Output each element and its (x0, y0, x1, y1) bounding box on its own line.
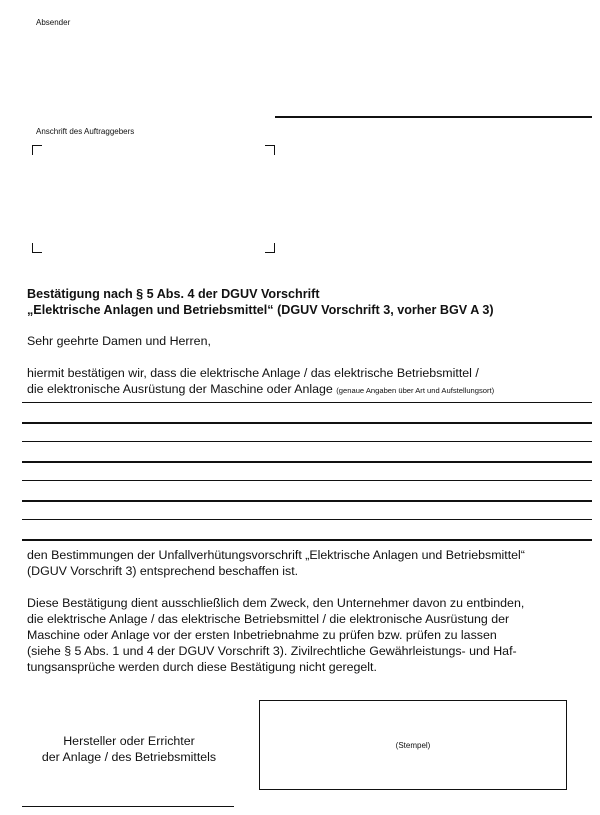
intro-line-2 (27, 381, 494, 399)
intro-line-1: hiermit bestätigen wir, dass die elektrische Anlage / das elektrische Betriebsmittel / (27, 366, 479, 380)
corner-mark-bottom-right (265, 243, 275, 253)
statement-line-2: (DGUV Vorschrift 3) entsprechend beschaffen ist. (27, 564, 299, 578)
stamp-box[interactable] (259, 700, 567, 790)
signature-caption-line-1: Hersteller oder Errichter (63, 734, 195, 748)
fill-line-7[interactable] (22, 519, 592, 520)
fill-line-2[interactable] (22, 422, 592, 424)
fill-line-8[interactable] (22, 539, 592, 541)
corner-mark-top-right (265, 145, 275, 155)
sender-label: Absender (36, 18, 71, 27)
purpose-line-3: Maschine oder Anlage vor der ersten Inbetriebnahme zu prüfen bzw. prüfen zu lassen (27, 628, 497, 642)
purpose-line-1: Diese Bestätigung dient ausschließlich dem Zweck, den Unternehmer davon zu entbinden, (27, 596, 525, 610)
salutation: Sehr geehrte Damen und Herren, (27, 334, 211, 348)
purpose-line-4: (siehe § 5 Abs. 1 und 4 der DGUV Vorschrift 3). Zivilrechtliche Gewährleistungs- und Haf- (27, 644, 517, 658)
stamp-label: (Stempel) (395, 741, 431, 750)
signature-line[interactable] (22, 806, 234, 807)
fill-line-1[interactable] (22, 402, 592, 403)
corner-mark-bottom-left (32, 243, 42, 253)
purpose-line-2: die elektrische Anlage / das elektrische Betriebsmittel / die elektronische Ausrüstung der (27, 612, 510, 626)
heading-line-1: Bestätigung nach § 5 Abs. 4 der DGUV Vorschrift (27, 287, 320, 301)
corner-mark-top-left (32, 145, 42, 155)
intro-note: (genaue Angaben über Art und Aufstellungsort) (336, 386, 495, 395)
heading-line-2: „Elektrische Anlagen und Betriebsmittel“ (DGUV Vorschrift 3, vorher BGV A 3) (27, 303, 494, 317)
recipient-label: Anschrift des Auftraggebers (36, 127, 135, 136)
fill-line-3[interactable] (22, 441, 592, 442)
fill-line-6[interactable] (22, 500, 592, 502)
signature-caption (20, 733, 238, 765)
intro-line-2-text: die elektronische Ausrüstung der Maschine oder Anlage (27, 382, 333, 396)
signature-caption-line-2: der Anlage / des Betriebsmittels (41, 750, 217, 764)
purpose-line-5: tungsansprüche werden durch diese Bestätigung nicht geregelt. (27, 660, 377, 674)
fill-line-4[interactable] (22, 461, 592, 463)
statement-line-1: den Bestimmungen der Unfallverhütungsvorschrift „Elektrische Anlagen und Betriebsmittel“ (27, 548, 525, 562)
sender-underline (275, 116, 592, 118)
fill-line-5[interactable] (22, 480, 592, 481)
